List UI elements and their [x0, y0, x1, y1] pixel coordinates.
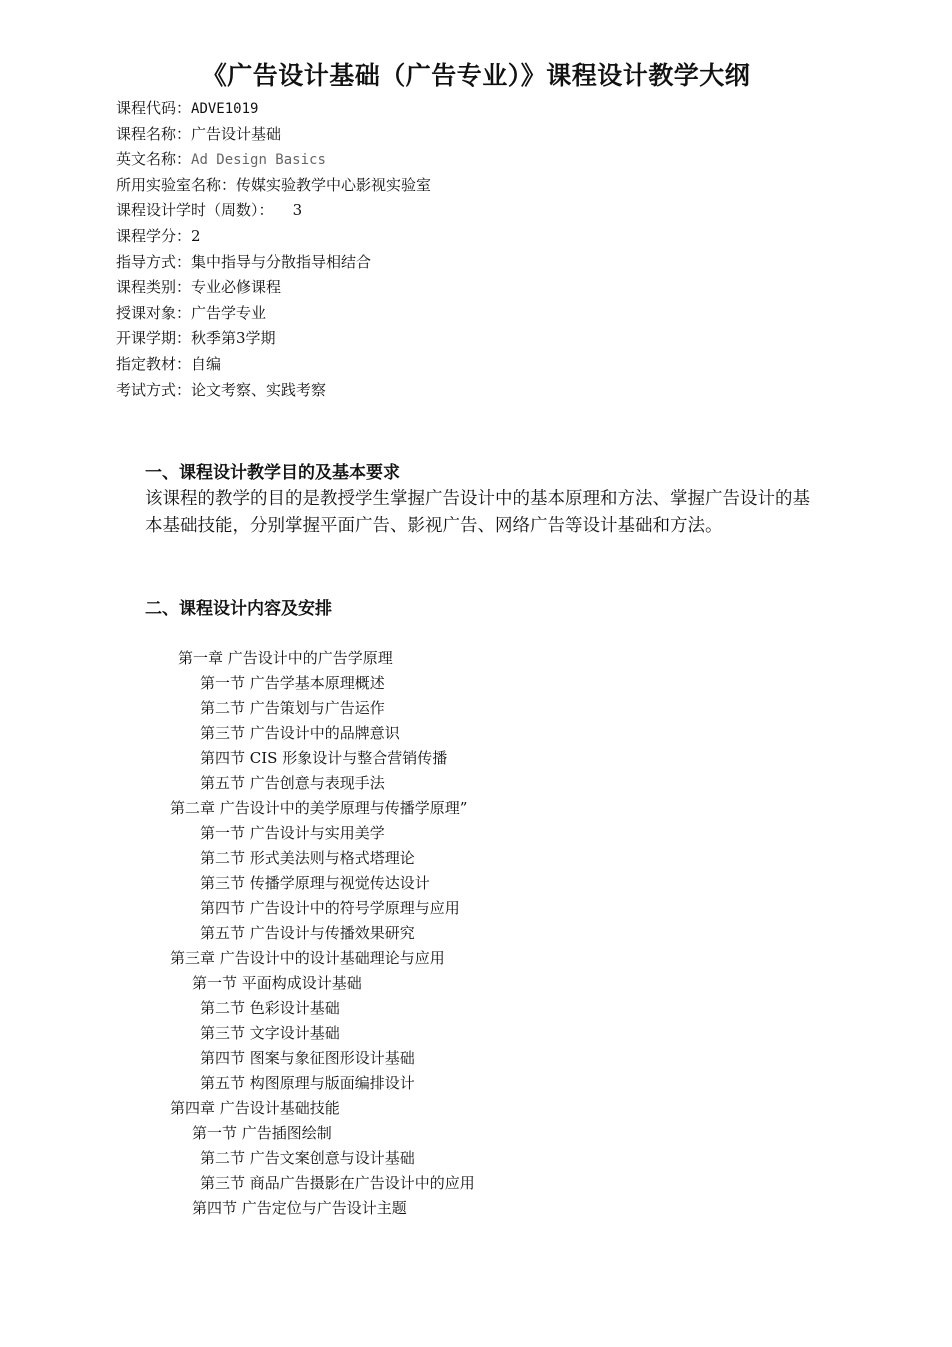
section-title: 第一节 平面构成设计基础 [192, 974, 362, 992]
audience-row [116, 301, 431, 327]
section-title: 第四节 广告设计中的符号学原理与应用 [200, 899, 460, 917]
semester-row [116, 326, 431, 352]
section-title: 第四节 广告定位与广告设计主题 [192, 1199, 407, 1217]
meta-label: 考试方式： [116, 380, 192, 399]
meta-label: 指定教材： [116, 354, 192, 373]
meta-value: 3 [273, 201, 303, 220]
section-title: 第一节 广告学基本原理概述 [200, 674, 385, 692]
section-title: 第五节 广告创意与表现手法 [200, 774, 385, 792]
meta-value: 广告学专业 [191, 303, 267, 322]
page-title: 《广告设计基础（广告专业）》课程设计教学大纲 [201, 61, 751, 90]
meta-value: 自编 [191, 354, 222, 373]
course-code-row [116, 96, 431, 122]
english-name-row [116, 147, 431, 173]
section-objectives [145, 460, 815, 540]
meta-value: 广告设计基础 [191, 124, 282, 143]
meta-value: 传媒实验教学中心影视实验室 [236, 175, 432, 194]
hours-row [116, 198, 431, 224]
meta-value: 专业必修课程 [191, 278, 282, 297]
meta-label: 所用实验室名称： [116, 175, 237, 194]
section-title: 第二节 色彩设计基础 [200, 999, 340, 1017]
section-title: 第三节 传播学原理与视觉传达设计 [200, 874, 430, 892]
meta-value: Ad Design Basics [191, 152, 326, 169]
section-title: 第五节 构图原理与版面编排设计 [200, 1074, 415, 1092]
meta-label: 课程代码： [116, 99, 192, 117]
meta-label: 课程学分： [116, 226, 192, 245]
section-title: 第三节 广告设计中的品牌意识 [200, 724, 400, 742]
section-title: 第四节 图案与象征图形设计基础 [200, 1049, 415, 1067]
section-title: 第一节 广告插图绘制 [192, 1124, 332, 1142]
meta-label: 课程类别： [116, 278, 192, 297]
meta-label: 英文名称： [116, 150, 192, 169]
guidance-row [116, 250, 431, 276]
chapter-title: 第三章 广告设计中的设计基础理论与应用 [170, 949, 445, 967]
lab-name-row [116, 173, 431, 199]
meta-label: 课程名称： [116, 124, 192, 143]
meta-value: 秋季第3学期 [191, 329, 276, 348]
meta-label: 授课对象： [116, 303, 192, 322]
meta-label: 开课学期： [116, 329, 192, 348]
chapter-title: 第一章 广告设计中的广告学原理 [178, 649, 393, 667]
section-body: 该课程的教学的目的是教授学生掌握广告设计中的基本原理和方法、掌握广告设计的基本基础技能，分别掌握平面广告、影视广告、网络广告等设计基础和方法。 [145, 489, 810, 536]
meta-value: 2 [191, 226, 201, 245]
section-title: 第二节 形式美法则与格式塔理论 [200, 849, 415, 867]
chapter-title: 第四章 广告设计基础技能 [170, 1099, 340, 1117]
course-name-row [116, 122, 431, 148]
meta-value: 论文考察、实践考察 [191, 380, 327, 399]
category-row [116, 275, 431, 301]
meta-value: 集中指导与分散指导相结合 [191, 252, 372, 271]
section-heading: 一、课程设计教学目的及基本要求 [145, 463, 400, 483]
section-heading: 二、课程设计内容及安排 [145, 599, 332, 619]
section-title: 第五节 广告设计与传播效果研究 [200, 924, 415, 942]
section-content [145, 596, 815, 622]
meta-label: 课程设计学时（周数）： [116, 201, 274, 220]
credits-row [116, 224, 431, 250]
meta-label: 指导方式： [116, 252, 192, 271]
meta-value: ADVE1019 [191, 101, 259, 117]
textbook-row [116, 352, 431, 378]
chapter-title: 第二章 广告设计中的美学原理与传播学原理” [170, 799, 468, 817]
section-title: 第三节 商品广告摄影在广告设计中的应用 [200, 1174, 475, 1192]
exam-row [116, 378, 431, 404]
course-info [116, 96, 431, 403]
section-title: 第三节 文字设计基础 [200, 1024, 340, 1042]
section-title: 第四节 CIS 形象设计与整合营销传播 [200, 749, 448, 767]
section-title: 第一节 广告设计与实用美学 [200, 824, 385, 842]
section-title: 第二节 广告策划与广告运作 [200, 699, 385, 717]
section-title: 第二节 广告文案创意与设计基础 [200, 1149, 415, 1167]
